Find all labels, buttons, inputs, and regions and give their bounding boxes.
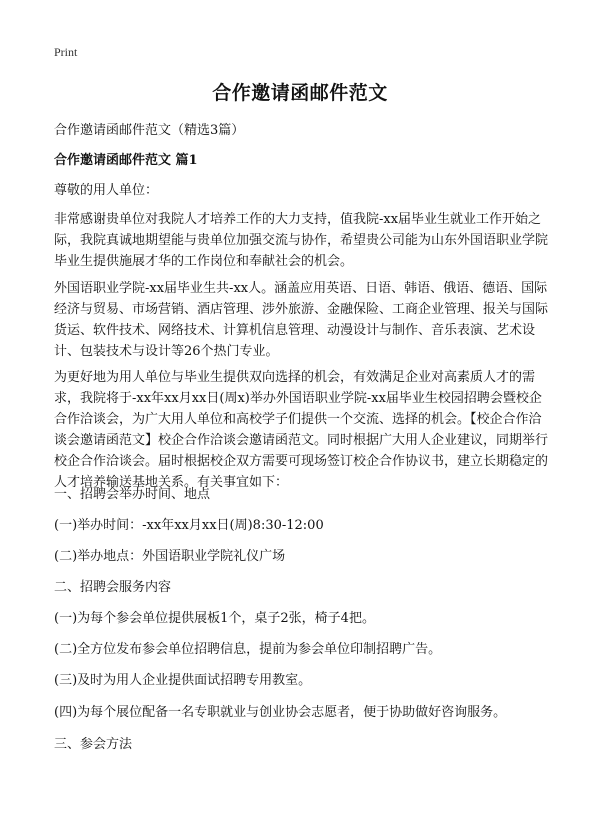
paragraph-majors: 外国语职业学院-xx届毕业生共-xx人。涵盖应用英语、日语、韩语、俄语、德语、国际经济与贸易、市场营销、酒店管理、涉外旅游、金融保险、工商企业管理、报关与国际货运、软件技术、网络技术、计算机信息管理、动漫设计与制作、音乐表演、艺术设计、包装技术与设计等26个热门专业。	[54, 281, 549, 359]
place-line: (二)举办地点：外国语职业学院礼仪广场	[54, 549, 286, 564]
time-line: (一)举办时间：-xx年xx月xx日(周)8:30-12:00	[54, 518, 324, 533]
list-item: (三)及时为用人企业提供面试招聘专用教室。	[54, 673, 312, 688]
salutation: 尊敬的用人单位：	[54, 183, 159, 198]
list-item: (二)全方位发布参会单位招聘信息，提前为参会单位印制招聘广告。	[54, 642, 442, 657]
page-title: 合作邀请函邮件范文	[212, 82, 388, 104]
heading-time-place: 一、招聘会举办时间、地点	[54, 487, 211, 502]
paragraph-intro: 非常感谢贵单位对我院人才培养工作的大力支持，值我院-xx届毕业生就业工作开始之际，我院真诚地期望能与贵单位加强交流与协作，希望贵公司能为山东外国语职业学院毕业生提供施展才华的工作岗位和奉献社会的机会。	[54, 212, 549, 269]
print-label: Print	[54, 45, 78, 59]
section-heading: 合作邀请函邮件范文 篇1	[54, 153, 198, 168]
heading-service-content: 二、招聘会服务内容	[54, 580, 172, 595]
heading-attendance-method: 三、参会方法	[54, 737, 133, 752]
list-item: (四)为每个展位配备一名专职就业与创业协会志愿者，便于协助做好咨询服务。	[54, 705, 507, 720]
paragraph-details: 为更好地为用人单位与毕业生提供双向选择的机会，有效满足企业对高素质人才的需求，我院将于-xx年xx月xx日(周x)举办外国语职业学院-xx届毕业生校园招聘会暨校企合作洽谈会，为广大用人单位和高校学子们提供一个交流、选择的机会。【校企合作洽谈会邀请函范文】校企合作洽谈会邀请函范文。同时根据广大用人企业建议，同期举行校企合作洽谈会。届时根据校企双方需要可现场签订校企合作协议书，建立长期稳定的人才培养输送基地关系。有关事宜如下：	[54, 370, 549, 490]
subtitle: 合作邀请函邮件范文（精选3篇）	[54, 123, 245, 138]
list-item: (一)为每个参会单位提供展板1个，桌子2张，椅子4把。	[54, 611, 375, 626]
